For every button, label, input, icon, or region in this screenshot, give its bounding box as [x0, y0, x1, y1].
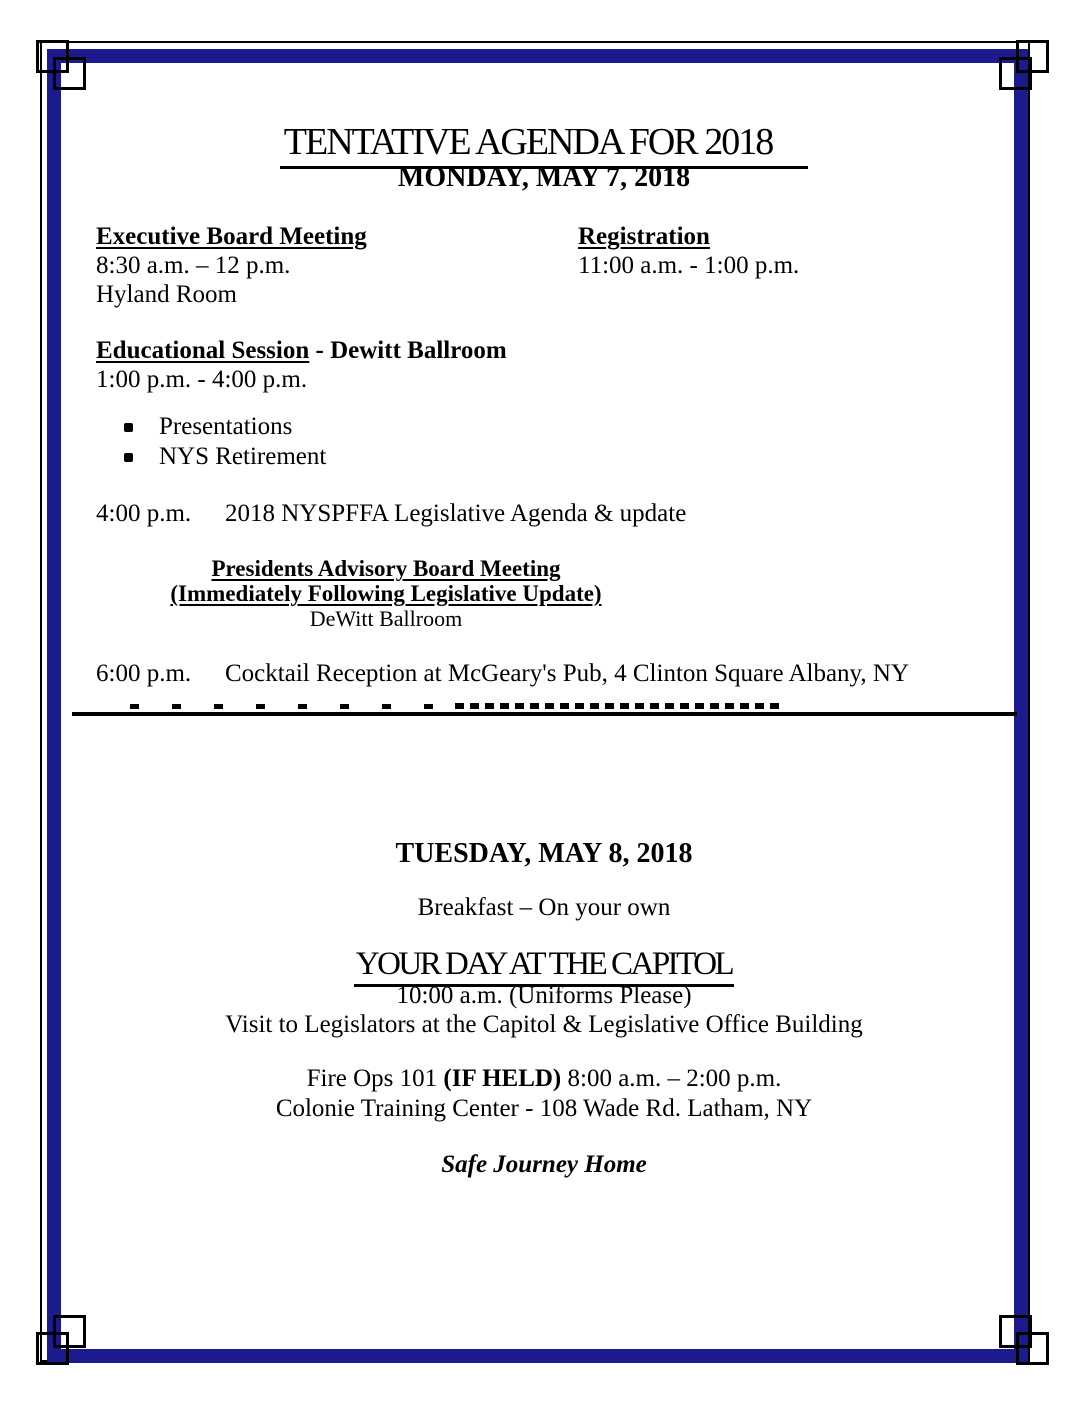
agenda-item-time: 4:00 p.m.	[96, 500, 192, 527]
registration-section	[578, 222, 799, 280]
educational-session-title: Educational Session	[96, 337, 310, 364]
educational-session-location: - Dewitt Ballroom	[309, 337, 507, 364]
agenda-item-description: Cocktail Reception at McGeary's Pub, 4 Clinton Square Albany, NY	[225, 660, 910, 687]
breakfast-note: Breakfast – On your own	[417, 894, 671, 921]
list-item	[124, 442, 326, 472]
clipped-text-fragments	[455, 703, 780, 709]
clipped-text-fragments	[130, 704, 460, 709]
list-item-label: Presentations	[159, 413, 293, 440]
educational-session-header	[96, 336, 507, 365]
registration-title: Registration	[578, 223, 710, 250]
fire-ops-if-held: (IF HELD)	[443, 1065, 562, 1092]
educational-session-time: 1:00 p.m. - 4:00 p.m.	[96, 366, 308, 393]
border-corner-ornament-icon	[53, 1315, 86, 1348]
capitol-visit-note: Visit to Legislators at the Capitol & Legislative Office Building	[225, 1011, 863, 1038]
border-corner-ornament-icon	[999, 57, 1032, 90]
capitol-time-note: 10:00 a.m. (Uniforms Please)	[396, 982, 692, 1009]
bullet-icon	[124, 423, 133, 432]
list-item	[124, 412, 326, 442]
presidents-advisory-location: DeWitt Ballroom	[309, 606, 463, 631]
executive-board-title: Executive Board Meeting	[96, 223, 367, 250]
presidents-advisory-note: (Immediately Following Legislative Update)	[170, 581, 602, 606]
executive-board-time: 8:30 a.m. – 12 p.m.	[96, 252, 291, 279]
fire-ops-time: 8:00 a.m. – 2:00 p.m.	[561, 1065, 782, 1092]
presidents-advisory-title: Presidents Advisory Board Meeting	[211, 556, 561, 581]
fire-ops-line	[0, 1065, 1088, 1093]
capitol-section-title	[0, 946, 1088, 987]
fire-ops-location: Colonie Training Center - 108 Wade Rd. Latham, NY	[275, 1095, 813, 1122]
closing-message: Safe Journey Home	[441, 1151, 647, 1178]
bullet-icon	[124, 453, 133, 462]
fire-ops-prefix: Fire Ops 101	[306, 1065, 444, 1092]
agenda-item-description: 2018 NYSPFFA Legislative Agenda & update	[225, 500, 687, 527]
presidents-advisory-section	[90, 556, 682, 631]
educational-topics-list	[124, 412, 326, 472]
document-title-text: TENTATIVE AGENDA FOR 2018	[283, 121, 773, 163]
agenda-item-time: 6:00 p.m.	[96, 660, 192, 687]
executive-board-location: Hyland Room	[96, 281, 237, 308]
registration-time: 11:00 a.m. - 1:00 p.m.	[578, 252, 800, 279]
border-corner-ornament-icon	[53, 57, 86, 90]
educational-session-section	[96, 336, 507, 394]
executive-board-section	[96, 222, 367, 309]
capitol-section-title-text: YOUR DAY AT THE CAPITOL	[355, 946, 733, 982]
agenda-item-4pm	[96, 500, 686, 528]
day1-heading: MONDAY, MAY 7, 2018	[397, 162, 691, 193]
border-corner-ornament-icon	[999, 1315, 1032, 1348]
day2-heading: TUESDAY, MAY 8, 2018	[395, 838, 693, 869]
page-divider	[72, 712, 1017, 716]
agenda-item-6pm	[96, 660, 909, 688]
list-item-label: NYS Retirement	[159, 443, 327, 470]
